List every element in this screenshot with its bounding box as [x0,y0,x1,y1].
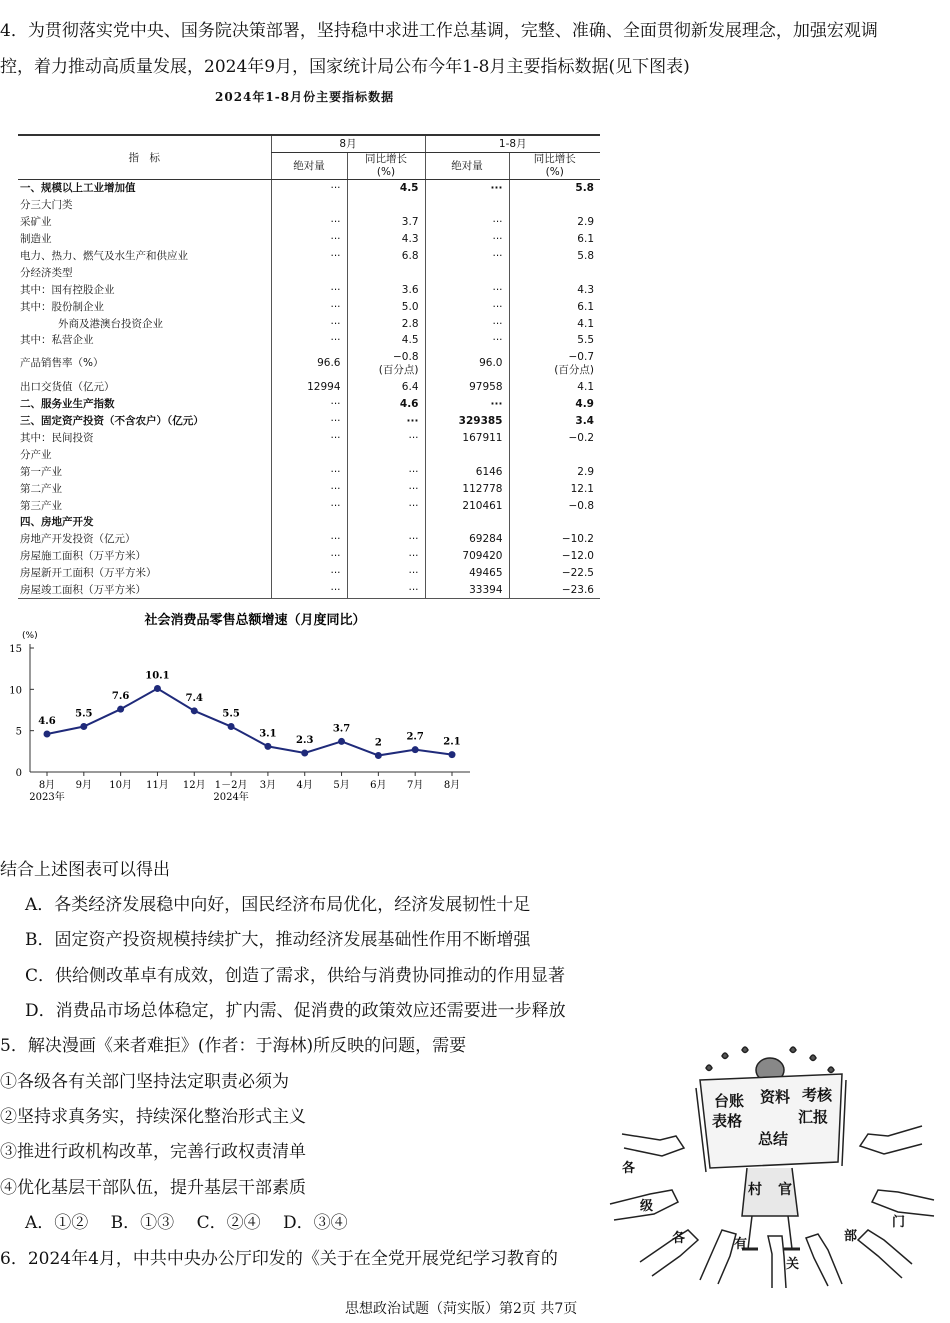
aug-growth: 4.3 [347,231,425,248]
row-indicator-name: 三、固定资产投资（不含农户）（亿元） [20,415,204,428]
q5-options[interactable]: A．①② B．①③ C．②④ D．③④ [25,1213,348,1233]
data-point [301,749,308,756]
aug-growth: ··· [347,531,425,548]
table-row [18,281,600,298]
ytd-absolute: 112778 [425,480,509,497]
row-indicator-name: 出口交货值（亿元） [20,381,115,394]
option-c[interactable]: C．供给侧改革卓有成效，创造了需求，供给与消费协同推动的作用显著 [25,966,566,986]
table-row [18,497,600,514]
row-indicator-name: 一、规模以上工业增加值 [20,182,136,195]
aug-growth: 2.8 [347,315,425,332]
ytd-growth: 6.1 [509,298,600,315]
table-row [18,463,600,480]
table-row [18,264,600,281]
data-label: 5.5 [75,708,93,720]
aug-absolute: ··· [271,480,347,497]
row-indicator-name: 第二产业 [20,482,62,495]
ytd-absolute [425,264,509,281]
ytd-growth: −0.7 (百分点) [509,349,600,379]
aug-growth: 4.5 [347,180,425,197]
table-row [18,349,600,379]
table-title: 2024年1-8月份主要指标数据 [215,90,395,104]
aug-absolute: ··· [271,531,347,548]
ytd-growth: 5.8 [509,248,600,265]
year-label: 2023年 [29,792,65,803]
table-row [18,180,600,197]
aug-absolute: ··· [271,231,347,248]
col-jan-aug-header: 1-8月 [425,135,600,153]
y-tick-label: 0 [15,768,22,779]
ytd-growth: −0.2 [509,430,600,447]
row-indicator-name: 其中：股份制企业 [20,300,104,313]
option-d[interactable]: D．消费品市场总体稳定，扩内需、促消费的政策效应还需要进一步释放 [25,1001,566,1021]
page-footer: 思想政治试题（菏实版）第2页 共7页 [345,1301,578,1317]
line-chart-svg [0,606,490,806]
aug-growth: ··· [347,480,425,497]
y-axis-unit: (%) [22,631,38,641]
ytd-growth [509,514,600,531]
ytd-growth [509,264,600,281]
data-point [191,707,198,714]
data-label: 5.5 [222,708,240,720]
y-tick-label: 5 [15,726,22,738]
indicator-table [18,134,600,599]
ytd-absolute: ··· [425,298,509,315]
aug-absolute: ··· [271,332,347,349]
table-row [18,379,600,396]
y-tick-label: 10 [9,685,22,697]
row-indicator-name: 房屋施工面积（万平方米） [20,550,146,563]
table-row [18,565,600,582]
retail-sales-chart [0,606,490,810]
data-label: 2.3 [296,734,314,746]
row-indicator-name: 房地产开发投资（亿元） [20,533,136,546]
x-tick-label: 12月 [182,780,206,791]
col-growth-header: 同比增长 (%) [347,153,425,180]
ytd-growth: 4.9 [509,396,600,413]
row-indicator-name: 四、房地产开发 [20,516,94,529]
year-label: 2024年 [213,792,249,803]
table-row [18,514,600,531]
aug-growth: ··· [347,497,425,514]
cartoon-hand-4: 有 [734,1237,748,1252]
aug-growth: 3.6 [347,281,425,298]
col-indicator-header: 指 标 [18,135,271,180]
cartoon-hand-3: 各 [672,1231,686,1246]
table-row [18,248,600,265]
data-point [338,738,345,745]
option-a[interactable]: A．各类经济发展稳中向好，国民经济布局优化，经济发展韧性十足 [25,895,531,915]
aug-absolute: ··· [271,497,347,514]
ytd-growth: −22.5 [509,565,600,582]
data-point [117,706,124,713]
x-tick-label: 3月 [259,780,277,791]
table-row [18,197,600,214]
row-indicator-name: 房屋新开工面积（万平方米） [20,567,157,580]
aug-growth: ··· [347,548,425,565]
aug-absolute: ··· [271,565,347,582]
data-point [375,752,382,759]
ytd-absolute: 69284 [425,531,509,548]
x-tick-label: 8月 [443,780,461,791]
data-point [412,746,419,753]
row-indicator-name: 采矿业 [20,216,52,229]
ytd-growth [509,446,600,463]
ytd-growth: 3.4 [509,413,600,430]
aug-absolute [271,514,347,531]
aug-absolute: ··· [271,298,347,315]
ytd-growth: 2.9 [509,214,600,231]
aug-absolute: ··· [271,582,347,599]
ytd-growth: 5.5 [509,332,600,349]
aug-growth: 6.8 [347,248,425,265]
ytd-absolute: 210461 [425,497,509,514]
ytd-growth: 6.1 [509,231,600,248]
question-5-stem: 5．解决漫画《来者难拒》(作者：于海林)所反映的问题，需要 [0,1036,467,1056]
ytd-absolute: ··· [425,396,509,413]
ytd-absolute: ··· [425,281,509,298]
col-aug-header: 8月 [271,135,425,153]
aug-growth: ··· [347,413,425,430]
ytd-absolute: 33394 [425,582,509,599]
x-tick-label: 5月 [333,780,350,791]
cartoon-hand-1: 各 [622,1161,636,1176]
ytd-growth: −0.8 [509,497,600,514]
aug-growth: −0.8 (百分点) [347,349,425,379]
row-indicator-name: 产品销售率（%） [20,357,104,370]
aug-absolute: ··· [271,180,347,197]
row-indicator-name: 二、服务业生产指数 [20,398,115,411]
cartoon-image [602,1044,942,1293]
cartoon-drawing [602,1044,942,1289]
ytd-absolute: 167911 [425,430,509,447]
data-point [264,743,271,750]
aug-growth: 3.7 [347,214,425,231]
aug-absolute [271,264,347,281]
question-4-line-2: 控，着力推动高质量发展，2024年9月，国家统计局公布今年1-8月主要指标数据(见下图表) [0,57,690,77]
ytd-absolute: 97958 [425,379,509,396]
table-row [18,480,600,497]
cartoon-word-6: 总结 [758,1130,789,1148]
aug-absolute [271,197,347,214]
data-point [228,723,235,730]
table-row [18,430,600,447]
ytd-absolute: ··· [425,214,509,231]
ytd-absolute: 329385 [425,413,509,430]
x-tick-label: 7月 [406,780,424,791]
question-4-line-1: 4．为贯彻落实党中央、国务院决策部署，坚持稳中求进工作总基调，完整、准确、全面贯彻新发展理念，加强宏观调 [0,21,878,41]
ytd-absolute: ··· [425,248,509,265]
table-row [18,396,600,413]
aug-growth [347,514,425,531]
aug-growth: ··· [347,582,425,599]
table-row [18,548,600,565]
ytd-absolute [425,514,509,531]
row-indicator-name: 分产业 [20,448,52,461]
series-line [47,689,452,756]
data-label: 7.4 [185,692,203,704]
cartoon-hand-6: 部 [844,1229,858,1244]
ytd-growth: −10.2 [509,531,600,548]
ytd-growth: 4.3 [509,281,600,298]
table-row [18,413,600,430]
cartoon-body-2: 官 [778,1182,792,1198]
data-point [44,730,51,737]
row-indicator-name: 第三产业 [20,499,62,512]
data-label: 4.6 [38,715,56,727]
table-row [18,582,600,599]
aug-growth: 6.4 [347,379,425,396]
data-label: 3.1 [259,728,277,740]
ytd-absolute: 96.0 [425,349,509,379]
x-tick-label: 6月 [370,780,387,791]
aug-growth: ··· [347,430,425,447]
table-row [18,214,600,231]
ytd-growth: −23.6 [509,582,600,599]
cartoon-word-1: 台账 [714,1092,745,1110]
aug-absolute: ··· [271,315,347,332]
data-label: 2 [374,737,382,749]
aug-absolute: 12994 [271,379,347,396]
cartoon-hand-2: 级 [640,1199,654,1214]
ytd-growth: 4.1 [509,379,600,396]
aug-growth [347,264,425,281]
table-row [18,446,600,463]
q5-item-4: ④优化基层干部队伍，提升基层干部素质 [0,1178,306,1198]
x-tick-label: 4月 [296,780,313,791]
ytd-absolute: 6146 [425,463,509,480]
x-tick-label: 9月 [75,780,93,791]
q5-item-3: ③推进行政机构改革，完善行政权责清单 [0,1142,306,1162]
row-indicator-name: 第一产业 [20,465,62,478]
cartoon-word-3: 考核 [802,1086,833,1104]
aug-absolute: ··· [271,413,347,430]
chart-title: 社会消费品零售总额增速（月度同比） [144,613,366,628]
aug-growth: 4.6 [347,396,425,413]
aug-absolute: ··· [271,214,347,231]
table-row [18,332,600,349]
ytd-growth [509,197,600,214]
aug-growth: 5.0 [347,298,425,315]
data-point [154,685,161,692]
data-label: 2.7 [406,731,424,743]
aug-absolute: ··· [271,281,347,298]
aug-absolute: ··· [271,248,347,265]
row-indicator-name: 电力、热力、燃气及水生产和供应业 [20,250,188,262]
x-tick-label: 8月 [38,780,56,791]
col-growth-header: 同比增长 (%) [509,153,600,180]
question-6-stem: 6．2024年4月，中共中央办公厅印发的《关于在全党开展党纪学习教育的 [0,1249,558,1269]
cartoon-word-4: 表格 [712,1112,743,1130]
ytd-growth: 5.8 [509,180,600,197]
table-row [18,298,600,315]
aug-growth: 4.5 [347,332,425,349]
question-4-stem: 结合上述图表可以得出 [0,860,170,880]
col-abs-header: 绝对量 [425,153,509,180]
ytd-absolute: ··· [425,315,509,332]
aug-absolute: 96.6 [271,349,347,379]
row-indicator-name: 分三大门类 [20,199,73,212]
q5-item-1: ①各级各有关部门坚持法定职责必须为 [0,1072,289,1092]
ytd-absolute: ··· [425,180,509,197]
ytd-absolute: 709420 [425,548,509,565]
x-tick-label: 10月 [109,780,133,791]
col-abs-header: 绝对量 [271,153,347,180]
ytd-absolute: 49465 [425,565,509,582]
ytd-absolute [425,446,509,463]
aug-absolute [271,446,347,463]
cartoon-word-5: 汇报 [798,1108,829,1126]
aug-absolute: ··· [271,463,347,480]
data-label: 3.7 [332,723,351,735]
cartoon-hand-7: 门 [892,1215,906,1230]
x-tick-label: 11月 [146,780,169,791]
ytd-absolute: ··· [425,332,509,349]
row-indicator-name: 其中：民间投资 [20,432,94,445]
table-row [18,231,600,248]
table-row [18,315,600,332]
ytd-growth: −12.0 [509,548,600,565]
aug-absolute: ··· [271,396,347,413]
aug-growth [347,197,425,214]
aug-absolute: ··· [271,548,347,565]
ytd-growth: 4.1 [509,315,600,332]
ytd-growth: 12.1 [509,480,600,497]
y-tick-label: 15 [9,644,22,655]
row-indicator-name: 房屋竣工面积（万平方米） [18,582,271,599]
ytd-absolute [425,197,509,214]
aug-growth: ··· [347,463,425,480]
table-row [18,531,600,548]
cartoon-body-1: 村 [748,1182,762,1198]
x-tick-label: 1－2月 [214,780,248,791]
data-point [80,723,87,730]
data-label: 2.1 [443,736,461,748]
aug-growth: ··· [347,565,425,582]
row-indicator-name: 外商及港澳台投资企业 [58,317,163,330]
cartoon-hand-5: 关 [786,1257,800,1272]
row-indicator-name: 其中：国有控股企业 [20,283,115,296]
data-point [449,751,456,758]
ytd-absolute: ··· [425,231,509,248]
row-indicator-name: 制造业 [20,233,52,246]
q5-item-2: ②坚持求真务实，持续深化整治形式主义 [0,1107,306,1127]
cartoon-word-2: 资料 [760,1088,791,1106]
ytd-growth: 2.9 [509,463,600,480]
option-b[interactable]: B．固定资产投资规模持续扩大，推动经济发展基础性作用不断增强 [25,930,531,950]
aug-absolute: ··· [271,430,347,447]
aug-growth [347,446,425,463]
data-label: 7.6 [111,691,130,703]
row-indicator-name: 其中：私营企业 [20,334,94,347]
data-label: 10.1 [145,670,170,682]
row-indicator-name: 分经济类型 [20,266,73,279]
